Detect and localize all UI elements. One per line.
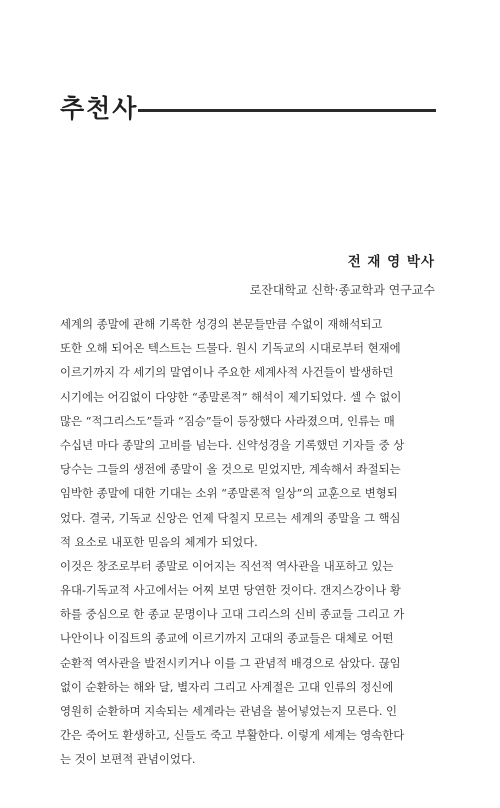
author-block (250, 252, 435, 299)
author-name: 전 재 영 박사 (347, 254, 435, 270)
body-text (60, 312, 440, 772)
body-line: 시기에는 어김없이 다양한 “종말론적” 해석이 제기되었다. 셀 수 없이 (60, 389, 402, 404)
body-line: 었다. 결국, 기독교 신앙은 언제 닥칠지 모르는 세계의 종말을 그 핵심 (60, 510, 401, 525)
body-line: 간은 죽어도 환생하고, 신들도 죽고 부활한다. 이렇게 세계는 영속한다 (60, 728, 405, 743)
body-line: 영원히 순환하며 지속되는 세계라는 관념을 불어넣었는지 모른다. 인 (60, 704, 398, 718)
body-line: 적 요소로 내포한 믿음의 체계가 되었다. (60, 534, 258, 549)
body-line: 없이 순환하는 해와 달, 별자리 그리고 사계절은 고대 인류의 정신에 (60, 679, 394, 694)
body-line: 수십년 마다 종말의 고비를 넘는다. 신약성경을 기록했던 기자들 중 상 (60, 437, 405, 452)
title-rule (138, 109, 436, 112)
body-line: 세계의 종말에 관해 기록한 성경의 본문들만큼 수없이 재해석되고 (60, 317, 383, 331)
body-line: 이것은 창조로부터 종말로 이어지는 직선적 역사관을 내포하고 있는 (60, 558, 394, 573)
section-header (60, 92, 440, 132)
body-line: 또한 오해 되어온 텍스트는 드물다. 원시 기독교의 시대로부터 현재에 (60, 341, 401, 356)
body-line: 많은 “적그리스도”들과 “짐승”들이 등장했다 사라졌으며, 인류는 매 (60, 413, 395, 428)
body-line: 하를 중심으로 한 종교 문명이나 고대 그리스의 신비 종교들 그리고 가 (60, 607, 405, 622)
body-line: 당수는 그들의 생전에 종말이 올 것으로 믿었지만, 계속해서 좌절되는 (60, 462, 401, 477)
body-line: 이르기까지 각 세기의 말엽이나 주요한 세계사적 사건들이 발생하던 (60, 365, 394, 380)
body-line: 나안이나 이집트의 종교에 이르기까지 고대의 종교들은 대체로 어떤 (60, 631, 394, 646)
section-title: 추천사 (60, 94, 139, 123)
body-line: 유대-기독교적 사고에서는 어찌 보면 당연한 것이다. 갠지스강이나 황 (60, 583, 401, 598)
body-line: 순환적 역사관을 발전시키거나 이를 그 관념적 배경으로 삼았다. 끊임 (60, 655, 401, 670)
author-affiliation: 로잔대학교 신학·종교학과 연구교수 (249, 283, 435, 297)
body-line: 임박한 종말에 대한 기대는 소위 “종말론적 일상”의 교훈으로 변형되 (60, 486, 398, 501)
body-line: 는 것이 보편적 관념이었다. (60, 752, 196, 767)
